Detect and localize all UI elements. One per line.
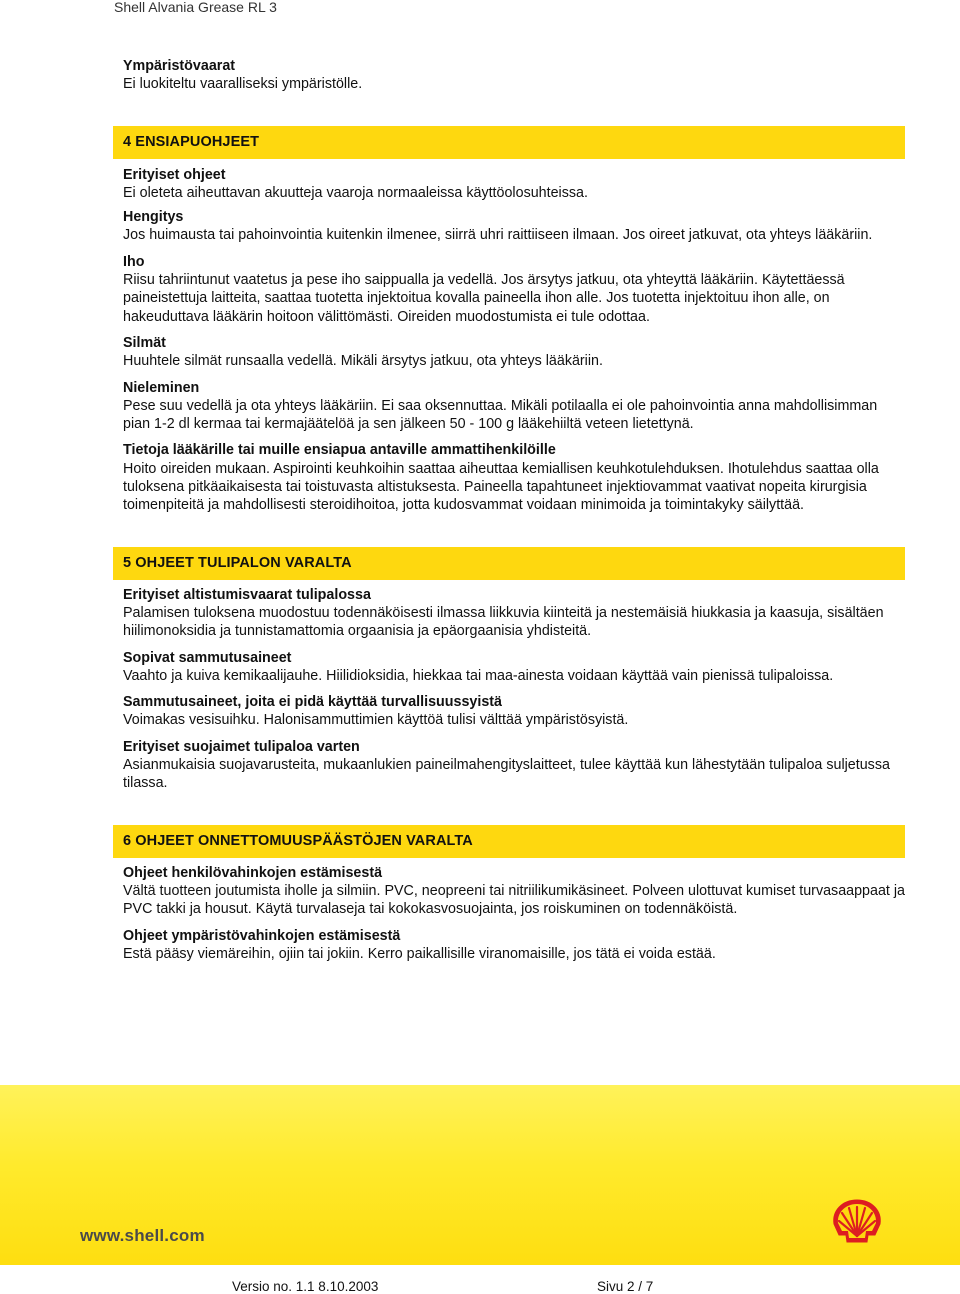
s5-block-unsuitable-media <box>123 693 905 730</box>
s6-block-personal <box>123 864 905 919</box>
s6-heading: Ohjeet ympäristövahinkojen estämisestä <box>123 927 401 944</box>
s4-heading: Erityiset ohjeet <box>123 166 226 183</box>
s6-heading: Ohjeet henkilövahinkojen estämisestä <box>123 864 383 881</box>
s5-block-protective-equipment <box>123 738 905 793</box>
s5-text: Vaahto ja kuiva kemikaalijauhe. Hiilidioksidia, hiekkaa tai maa-ainesta voidaan käyttää vain pienissä tulipaloissa. <box>123 667 834 684</box>
s5-heading: Erityiset altistumisvaarat tulipalossa <box>123 586 371 603</box>
s4-block-skin <box>123 253 905 326</box>
s4-heading: Hengitys <box>123 209 184 226</box>
s5-block-fire-hazards <box>123 586 905 641</box>
section-4-title: 4 ENSIAPUOHJEET <box>123 134 260 151</box>
s5-text: Palamisen tuloksena muodostuu todennäköisesti ilmassa liikkuvia kiinteitä ja nestemäisiä hiukkasia ja kaasuja, sisältäen hiilimonoksidia ja tunnistamattomia orgaanisia ja epäorgaanisia yhdisteitä. <box>123 604 884 640</box>
s5-block-extinguishing-media <box>123 649 905 686</box>
shell-pecten-logo-icon <box>830 1198 884 1248</box>
env-heading: Ympäristövaarat <box>123 58 236 74</box>
section-6-header <box>113 825 905 858</box>
page-content <box>123 57 905 963</box>
env-text: Ei luokiteltu vaaralliseksi ympäristölle. <box>123 76 363 93</box>
section-4-header <box>113 126 905 159</box>
s5-heading: Sopivat sammutusaineet <box>123 649 292 666</box>
s4-block-special <box>123 166 905 203</box>
document-title: Shell Alvania Grease RL 3 <box>114 0 277 15</box>
s5-text: Voimakas vesisuihku. Halonisammuttimien käyttöä tulisi välttää ympäristösyistä. <box>123 712 629 729</box>
s4-heading: Silmät <box>123 334 166 351</box>
s4-text: Riisu tahriintunut vaatetus ja pese iho saippualla ja vedellä. Jos ärsytys jatkuu, ota yhteyttä lääkäriin. Käytettäessä paineistettuja laitteita, saattaa tuotetta injektoitua kovalla paineella ihon alle. Jos tuotetta injektoituu ihon alle, on hakeuduttava lääkärin hoitoon välittömästi. Oireiden muodostumista ei tule odottaa. <box>123 272 845 325</box>
s6-block-environmental <box>123 927 905 964</box>
s4-block-ingestion <box>123 379 905 434</box>
section-6-title: 6 OHJEET ONNETTOMUUSPÄÄSTÖJEN VARALTA <box>123 833 473 850</box>
s4-block-eyes <box>123 334 905 371</box>
s4-text: Hoito oireiden mukaan. Aspirointi keuhkoihin saattaa aiheuttaa kemiallisen keuhkotulehduksen. Ihotulehdus saattaa olla tuloksena pitkäaikaisesta tai toistuvasta altistuksesta. Paineella tapahtuneet injektiovammat vaativat nopeita kirurgisia toimenpiteitä ja mahdollisesti steroidihoitoa, jotta kudosvammat voidaan minimoida ja toimintakyky säilyttää. <box>123 460 879 514</box>
s6-text: Vältä tuotteen joutumista iholle ja silmiin. PVC, neopreeni tai nitriilikumikäsineet. Polveen ulottuvat kumiset turvasaappaat ja PVC takki ja housut. Käytä turvalaseja tai kokokasvosuojainta, jos roiskuminen on todennäköistä. <box>123 882 905 918</box>
s4-text: Ei oleteta aiheuttavan akuutteja vaaroja normaaleissa käyttöolosuhteissa. <box>123 184 588 201</box>
section-5-title: 5 OHJEET TULIPALON VARALTA <box>123 555 352 572</box>
version-info: Versio no. 1.1 8.10.2003 <box>232 1279 379 1294</box>
s4-heading: Tietoja lääkärille tai muille ensiapua antaville ammattihenkilöille <box>123 442 556 459</box>
s4-heading: Nieleminen <box>123 379 200 396</box>
environment-hazards <box>123 57 905 94</box>
section-5-header <box>113 547 905 580</box>
s4-heading: Iho <box>123 253 145 270</box>
s6-text: Estä pääsy viemäreihin, ojiin tai jokiin. Kerro paikallisille viranomaisille, jos tätä ei voida estää. <box>123 945 716 962</box>
s5-text: Asianmukaisia suojavarusteita, mukaanlukien paineilmahengityslaitteet, tulee käyttää kun lähestytään tulipaloa suljetussa tilassa. <box>123 757 890 792</box>
s4-block-physician-info <box>123 441 905 514</box>
s5-heading: Sammutusaineet, joita ei pidä käyttää turvallisuussyistä <box>123 694 503 711</box>
page-number: Sivu 2 / 7 <box>597 1279 654 1294</box>
s4-text: Pese suu vedellä ja ota yhteys lääkäriin. Ei saa oksennuttaa. Mikäli potilaalla ei ole pahoinvointia anna mahdollisimman pian 1-2 dl kermaa tai kermajäätelöä ja sen jälkeen 50 - 100 g lääkehiiltä veteen lietettynä. <box>123 397 878 433</box>
s5-heading: Erityiset suojaimet tulipaloa varten <box>123 738 360 755</box>
s4-text: Jos huimausta tai pahoinvointia kuitenkin ilmenee, siirrä uhri raittiiseen ilmaan. Jos oireet jatkuvat, ota yhteys lääkäriin. <box>123 227 873 244</box>
s4-block-inhalation <box>123 208 905 245</box>
website-link[interactable]: www.shell.com <box>80 1226 205 1245</box>
s4-text: Huuhtele silmät runsaalla vedellä. Mikäli ärsytys jatkuu, ota yhteys lääkäriin. <box>123 353 603 370</box>
